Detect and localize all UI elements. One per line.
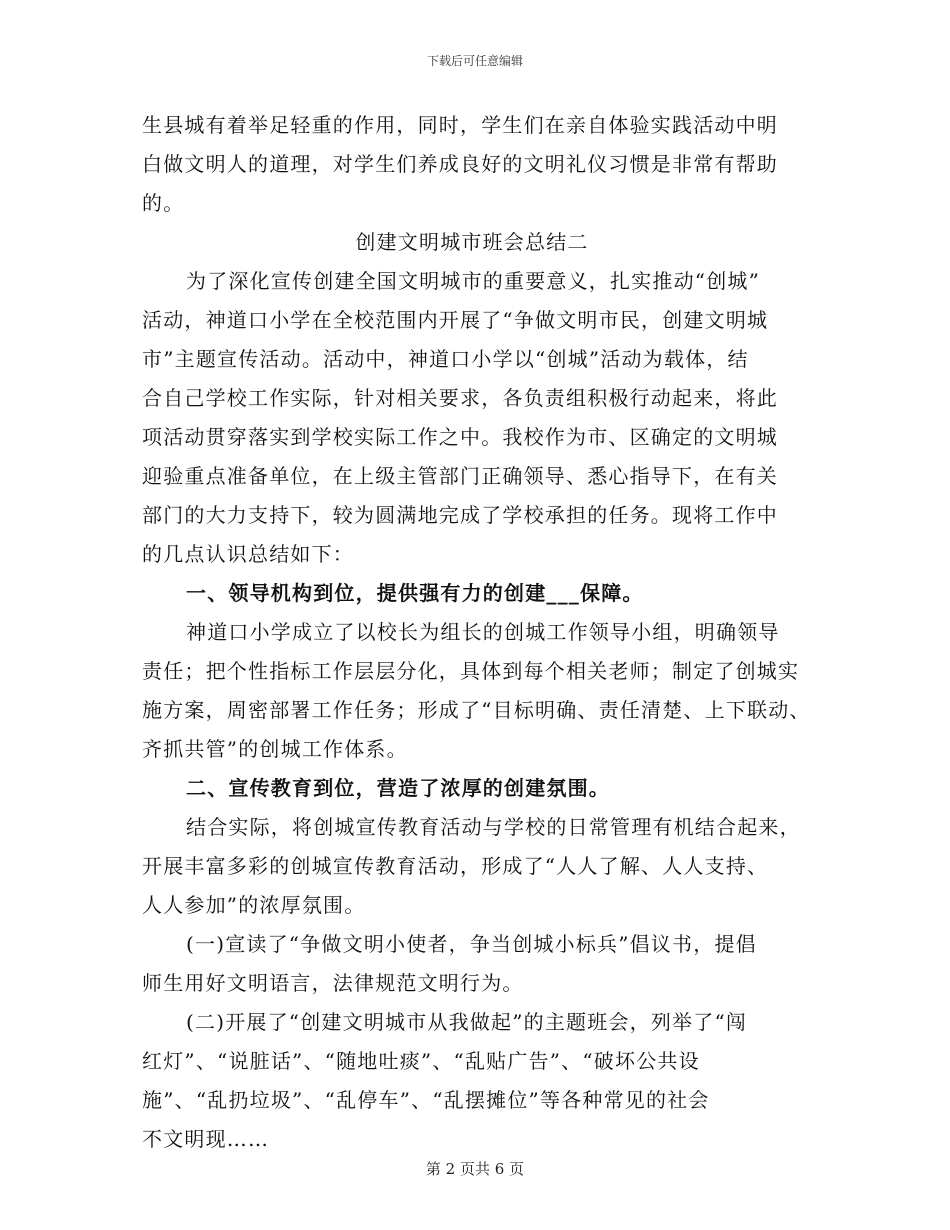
section-title: 创建文明城市班会总结二 — [355, 230, 589, 254]
body-line: 活动，神道口小学在全校范围内开展了“争做文明市民，创建文明城 — [142, 308, 769, 332]
body-line: 不文明现…… — [142, 1127, 270, 1151]
body-line: 部门的大力支持下，较为圆满地完成了学校承担的任务。现将工作中 — [142, 503, 778, 527]
body-line: 红灯”、“说脏话”、“随地吐痰”、“乱贴广告”、“破坏公共设 — [142, 1049, 700, 1073]
body-line: 白做文明人的道理，对学生们养成良好的文明礼仪习惯是非常有帮助 — [142, 152, 778, 176]
page-footer: 第 2 页共 6 页 — [425, 1160, 525, 1178]
body-line: 项活动贯穿落实到学校实际工作之中。我校作为市、区确定的文明城 — [142, 425, 778, 449]
subheading-2: 二、宣传教育到位，营造了浓厚的创建氛围。 — [186, 776, 610, 800]
subheading-1: 一、领导机构到位，提供强有力的创建___保障。 — [186, 581, 644, 605]
body-line: 施方案，周密部署工作任务；形成了“目标明确、责任清楚、上下联动、 — [142, 698, 811, 722]
body-line: 开展丰富多彩的创城宣传教育活动，形成了“人人了解、人人支持、 — [142, 854, 769, 878]
body-line: 为了深化宣传创建全国文明城市的重要意义，扎实推动“创城” — [186, 269, 761, 293]
document-body — [142, 106, 812, 1159]
body-line: 结合实际，将创城宣传教育活动与学校的日常管理有机结合起来， — [186, 815, 801, 839]
body-line: 师生用好文明语言，法律规范文明行为。 — [142, 971, 524, 995]
body-line: 神道口小学成立了以校长为组长的创城工作领导小组，明确领导 — [186, 620, 780, 644]
page-header: 下载后可任意编辑 — [426, 54, 523, 68]
body-line: 生县城有着举足轻重的作用，同时，学生们在亲自体验实践活动中明 — [142, 113, 778, 137]
body-line: 合自己学校工作实际，针对相关要求，各负责组积极行动起来，将此 — [142, 386, 778, 410]
body-line: 迎验重点准备单位，在上级主管部门正确领导、悉心指导下，在有关 — [142, 464, 778, 488]
body-line: 齐抓共管”的创城工作体系。 — [142, 737, 408, 761]
body-line: 责任；把个性指标工作层层分化，具体到每个相关老师；制定了创城实 — [142, 659, 800, 683]
body-line: 的几点认识总结如下： — [142, 542, 354, 566]
body-line: 的。 — [142, 191, 185, 215]
body-line: 市”主题宣传活动。活动中，神道口小学以“创城”活动为载体，结 — [142, 347, 749, 371]
body-line: 施”、“乱扔垃圾”、“乱停车”、“乱摆摊位”等各种常见的社会 — [142, 1088, 710, 1112]
body-line: 人人参加”的浓厚氛围。 — [142, 893, 366, 917]
body-line: (二)开展了“创建文明城市从我做起”的主题班会，列举了“闯 — [186, 1010, 748, 1034]
body-line: (一)宣读了“争做文明小使者，争当创城小标兵”倡议书，提倡 — [186, 932, 757, 956]
